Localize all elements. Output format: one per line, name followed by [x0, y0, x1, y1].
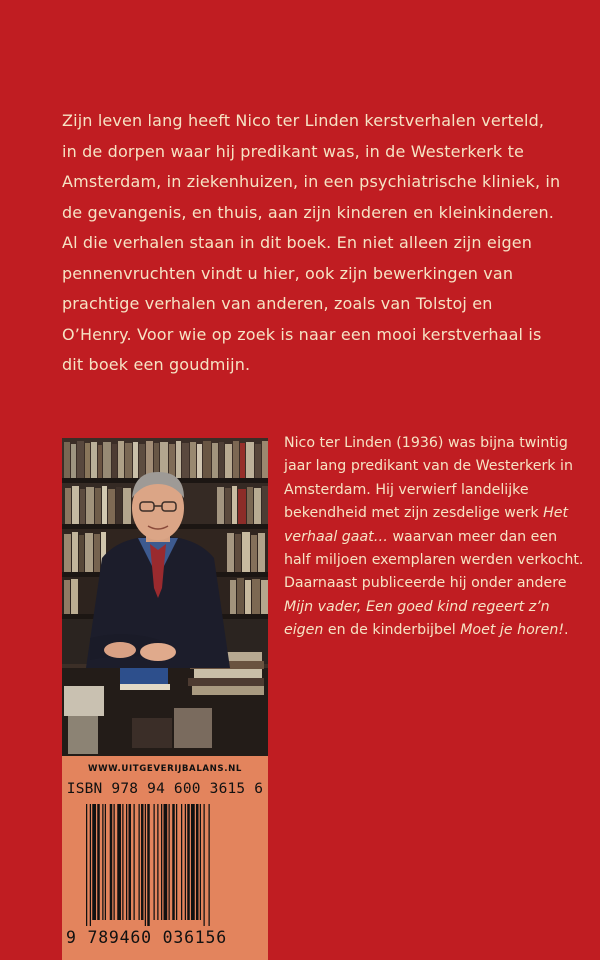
- barcode-bar: [90, 804, 91, 926]
- bio-title-moet-je-horen: Moet je horen!: [460, 622, 565, 639]
- barcode-bar: [172, 804, 175, 920]
- barcode-bar: [157, 804, 158, 920]
- barcode-bar: [200, 804, 201, 920]
- barcode-bar: [105, 804, 106, 920]
- barcode-bar: [126, 804, 127, 920]
- barcode-bar: [92, 804, 96, 920]
- barcode-bar: [114, 804, 115, 920]
- bio-title-het-verhaal-gaat: Het verhaal gaat…: [284, 505, 569, 545]
- barcode-bar: [185, 804, 186, 920]
- author-portrait-image: [62, 438, 268, 756]
- author-photo: [62, 438, 268, 756]
- blurb-paragraph: Zijn leven lang heeft Nico ter Linden kerstverhalen verteld, in de dorpen waar hij predikant was, in de Westerkerk te Amsterdam, in ziekenhuizen, in een psychiatrische kliniek, in de gevangenis, en thuis, aan zijn kinderen en kleinkinderen. Al die verhalen staan in dit boek. En niet alleen zijn eigen pennenvruchten vindt u hier, ook zijn bewerkingen van prachtige verhalen van anderen, zoals van Tolstoj en O’Henry. Voor wie op zoek is naar een mooi kerstverhaal is dit boek een goudmijn.: [62, 111, 561, 374]
- barcode-bar: [134, 804, 135, 920]
- author-bio-paragraph: [284, 432, 584, 643]
- bio-text-1: Nico ter Linden (1936) was bijna twintig jaar lang predikant van de Westerkerk in Amsterdam. Hij verwierf landelijke bekendheid met zijn zesdelige werk: [284, 435, 573, 522]
- barcode-bar: [117, 804, 121, 920]
- barcode-bar: [145, 804, 146, 926]
- isbn-label: ISBN 978 94 600 3615 6: [66, 781, 264, 797]
- barcode-bar: [181, 804, 182, 920]
- barcode-bar: [191, 804, 195, 920]
- barcode-bar: [86, 804, 87, 926]
- barcode-bar: [97, 804, 100, 920]
- author-bio: [284, 432, 584, 643]
- barcode-bar: [154, 804, 155, 920]
- barcode-bar: [147, 804, 150, 926]
- barcode-bar: [129, 804, 132, 920]
- barcode-bar: [102, 804, 103, 920]
- barcode-bar: [187, 804, 190, 920]
- publisher-url: WWW.UITGEVERIJBALANS.NL: [88, 764, 242, 774]
- bio-text-4: .: [564, 622, 569, 639]
- barcode-bar: [139, 804, 140, 920]
- barcode-bar: [196, 804, 199, 920]
- barcode-panel: [62, 756, 268, 960]
- bio-text-2: waarvan meer dan een half miljoen exemplaren werden verkocht. Daarnaast publiceerde hij onder andere: [284, 528, 584, 592]
- barcode-bar: [204, 804, 205, 926]
- barcode-bar: [164, 804, 168, 920]
- barcode-bar: [141, 804, 144, 920]
- ean-digits: 9 789460 036156: [66, 928, 228, 947]
- barcode-bar: [110, 804, 113, 920]
- blurb-text-block: [62, 106, 562, 381]
- barcode-bar: [176, 804, 177, 920]
- barcode-bar: [161, 804, 162, 920]
- barcode-bar: [209, 804, 210, 926]
- bio-title-mijn-vader: Mijn vader, Een goed kind regeert z’n eigen: [284, 598, 550, 639]
- bio-text-3: en de kinderbijbel: [323, 622, 461, 639]
- barcode-icon: [86, 804, 246, 926]
- barcode-bar: [169, 804, 170, 920]
- barcode-bar: [122, 804, 123, 920]
